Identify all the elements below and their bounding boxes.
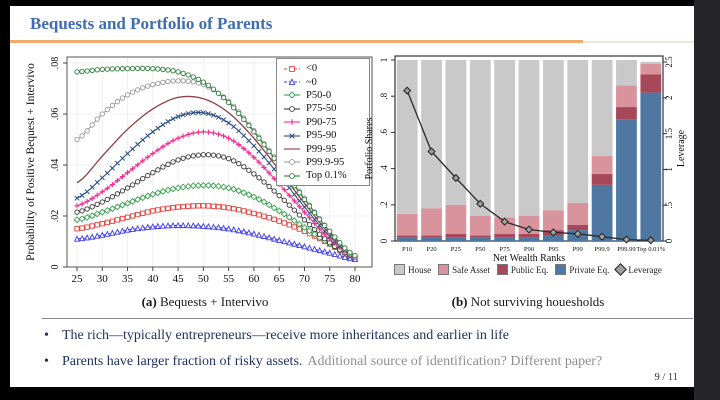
legend-entry xyxy=(283,156,365,169)
svg-text:P25: P25 xyxy=(450,246,462,253)
legend-label: Safe Asset xyxy=(452,264,490,275)
svg-text:.2: .2 xyxy=(379,201,389,209)
plus-marker-icon xyxy=(283,117,301,127)
figure-b-legend xyxy=(362,264,694,275)
caption-a-label: (a) xyxy=(141,294,157,309)
svg-text:.4: .4 xyxy=(379,165,389,172)
legend-label: P90-75 xyxy=(306,116,337,128)
legend-entry xyxy=(283,142,365,155)
legend-entry xyxy=(283,102,365,115)
title-underline-fade xyxy=(583,41,694,43)
square-marker-icon xyxy=(283,64,301,74)
svg-text:P99.99: P99.99 xyxy=(617,246,636,253)
legend-entry xyxy=(497,264,549,275)
legend-label: P50-0 xyxy=(306,89,332,101)
bullet-note: Additional source of identification? Different paper? xyxy=(307,354,603,369)
triangle-marker-icon xyxy=(283,77,301,87)
divider-line xyxy=(42,318,693,319)
bullet-list xyxy=(40,328,684,380)
svg-text:70: 70 xyxy=(298,273,310,285)
legend-entry xyxy=(283,89,365,102)
bullet-item xyxy=(40,354,684,370)
svg-text:0: 0 xyxy=(664,238,674,244)
circle-marker-icon xyxy=(283,171,301,181)
color-swatch xyxy=(394,264,405,275)
legend-label: Top 0.1% xyxy=(306,170,347,182)
legend-entry xyxy=(283,75,365,88)
svg-text:.08: .08 xyxy=(50,56,61,70)
svg-text:P10: P10 xyxy=(402,246,413,253)
slide-title: Bequests and Portfolio of Parents xyxy=(30,14,273,33)
legend-label: P99.9-95 xyxy=(306,156,345,168)
svg-text:.5: .5 xyxy=(664,201,674,209)
legend-entry xyxy=(283,116,365,129)
svg-text:45: 45 xyxy=(172,273,184,285)
svg-text:40: 40 xyxy=(147,273,159,285)
svg-text:Top 0.01%: Top 0.01% xyxy=(636,246,666,253)
svg-text:0: 0 xyxy=(379,238,389,244)
caption-b xyxy=(362,294,694,310)
color-swatch xyxy=(497,264,508,275)
caption-a xyxy=(20,294,390,310)
figure-a-container xyxy=(20,48,390,298)
figure-a-legend xyxy=(276,58,370,186)
svg-text:75: 75 xyxy=(324,273,336,285)
svg-text:30: 30 xyxy=(96,273,108,285)
svg-text:0: 0 xyxy=(50,264,61,270)
bullet-text: Parents have larger fraction of risky assets. xyxy=(62,354,303,369)
legend-label: P99-95 xyxy=(306,143,337,155)
none-marker-icon xyxy=(283,144,301,154)
svg-text:Leverage: Leverage xyxy=(676,129,687,168)
svg-text:25: 25 xyxy=(71,273,83,285)
caption-b-label: (b) xyxy=(451,294,468,309)
svg-text:P20: P20 xyxy=(426,246,437,253)
svg-text:P95: P95 xyxy=(548,246,559,253)
svg-text:35: 35 xyxy=(122,273,134,285)
legend-entry xyxy=(555,264,609,275)
legend-label: P95-90 xyxy=(306,130,337,142)
legend-label: <0 xyxy=(306,63,318,75)
circle-marker-icon xyxy=(283,157,301,167)
window-right-gutter xyxy=(694,0,720,400)
svg-text:P50: P50 xyxy=(475,246,486,253)
title-underline xyxy=(10,40,583,43)
color-swatch xyxy=(555,264,566,275)
svg-text:P99: P99 xyxy=(572,246,583,253)
caption-b-text: Not surviving houesholds xyxy=(470,294,605,309)
svg-text:P75: P75 xyxy=(499,246,510,253)
x-marker-icon xyxy=(283,131,301,141)
legend-label: Leverage xyxy=(628,264,662,275)
legend-entry xyxy=(283,129,365,142)
svg-text:55: 55 xyxy=(223,273,235,285)
color-swatch xyxy=(438,264,449,275)
svg-text:2: 2 xyxy=(664,95,674,101)
figure-b-container xyxy=(362,48,694,298)
bullet-item xyxy=(40,328,684,344)
svg-text:Probability of Positive Beques: Probability of Positive Bequest + Intervivo xyxy=(25,63,37,261)
svg-text:Net Wealth Ranks: Net Wealth Ranks xyxy=(492,253,566,262)
legend-entry xyxy=(283,169,365,182)
svg-text:.02: .02 xyxy=(50,209,61,223)
slide xyxy=(10,6,694,387)
diamond-marker-icon xyxy=(283,90,301,100)
caption-a-text: Bequests + Intervivo xyxy=(159,294,269,309)
legend-entry xyxy=(438,264,490,275)
svg-text:65: 65 xyxy=(273,273,285,285)
svg-text:.8: .8 xyxy=(379,92,389,100)
page-number: 9 / 11 xyxy=(654,372,678,383)
legend-entry xyxy=(616,265,661,275)
legend-entry xyxy=(283,62,365,75)
svg-text:Porfolio Shares: Porfolio Shares xyxy=(364,117,375,180)
diamond-marker-icon xyxy=(615,263,628,276)
portfolio-bar-chart xyxy=(362,48,694,262)
legend-entry xyxy=(394,264,431,275)
legend-label: Public Eq. xyxy=(510,264,549,275)
svg-text:50: 50 xyxy=(197,273,209,285)
svg-text:.6: .6 xyxy=(379,129,389,136)
svg-text:80: 80 xyxy=(349,273,361,285)
legend-label: House xyxy=(408,264,432,275)
svg-text:1: 1 xyxy=(664,167,674,172)
svg-text:P90: P90 xyxy=(523,246,535,253)
legend-label: Private Eq. xyxy=(569,264,610,275)
legend-label: P75-50 xyxy=(306,103,337,115)
svg-text:P99.9: P99.9 xyxy=(594,246,610,253)
svg-text:1: 1 xyxy=(379,57,389,63)
svg-text:2.5: 2.5 xyxy=(664,56,674,68)
svg-text:.06: .06 xyxy=(50,107,61,121)
bullet-text: The rich—typically entrepreneurs—receive more inheritances and earlier in life xyxy=(62,328,510,343)
circle-marker-icon xyxy=(283,104,301,114)
svg-text:.04: .04 xyxy=(50,158,61,172)
svg-text:1.5: 1.5 xyxy=(664,127,674,140)
svg-text:60: 60 xyxy=(248,273,260,285)
legend-label: ~0 xyxy=(306,76,317,88)
